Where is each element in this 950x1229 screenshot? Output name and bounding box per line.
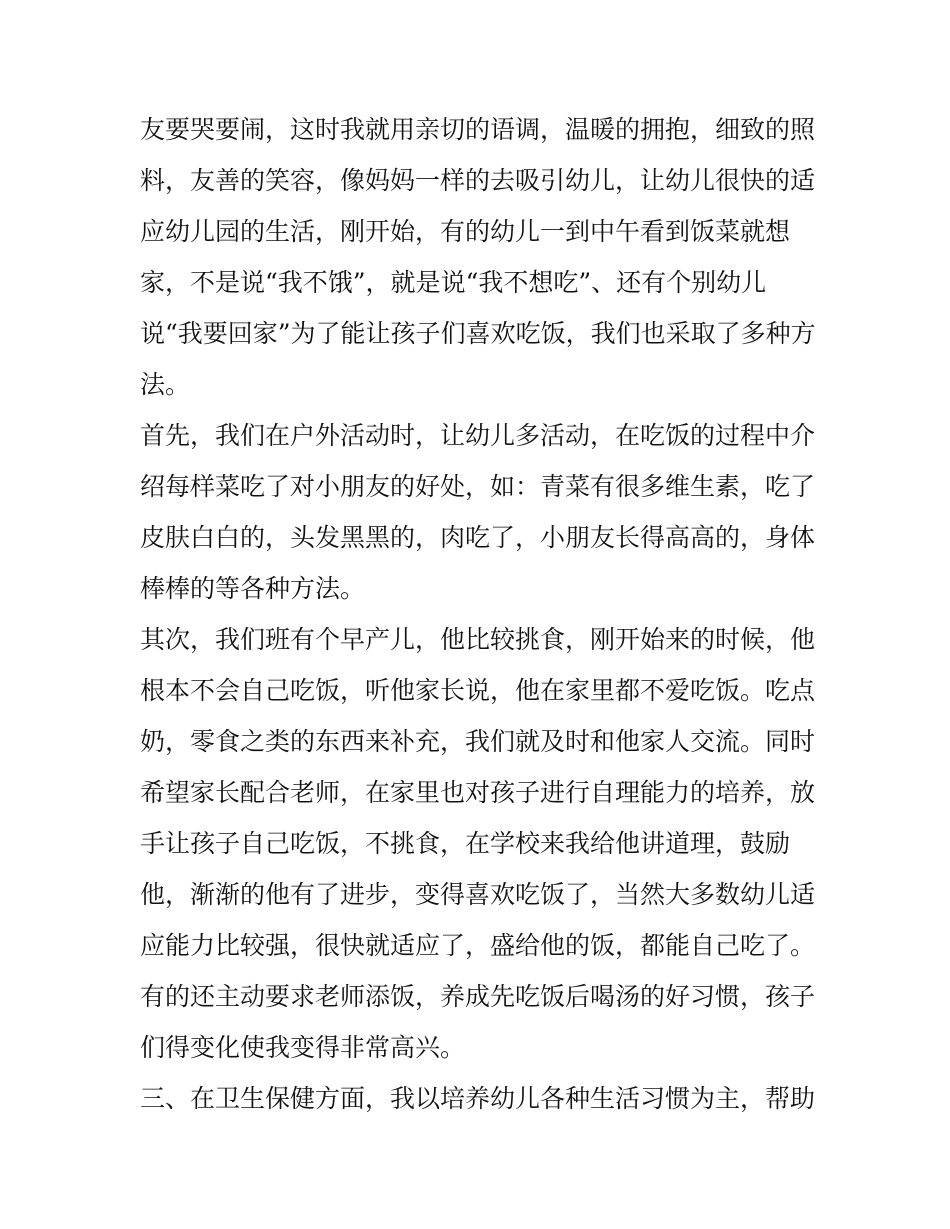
text-line: 希望家长配合老师，在家里也对孩子进行自理能力的培养，放	[140, 778, 816, 807]
text-line: 有的还主动要求老师添饭，养成先吃饭后喝汤的好习惯，孩子	[140, 982, 816, 1011]
text-line: 首先，我们在户外活动时，让幼儿多活动，在吃饭的过程中介	[140, 421, 816, 450]
text-line: 他，渐渐的他有了进步，变得喜欢吃饭了，当然大多数幼儿适	[140, 880, 816, 909]
text-line: 绍每样菜吃了对小朋友的好处，如：青菜有很多维生素，吃了	[140, 472, 816, 501]
text-line: 奶，零食之类的东西来补充，我们就及时和他家人交流。同时	[140, 727, 816, 756]
document-body	[140, 104, 820, 1124]
text-line: 法。	[140, 370, 191, 399]
text-line: 根本不会自己吃饭，听他家长说，他在家里都不爱吃饭。吃点	[140, 676, 816, 705]
text-line: 皮肤白白的，头发黑黑的，肉吃了，小朋友长得高高的，身体	[140, 523, 816, 552]
text-line: 们得变化使我变得非常高兴。	[140, 1033, 466, 1062]
text-line: 应幼儿园的生活，刚开始，有的幼儿一到中午看到饭菜就想	[140, 217, 791, 246]
text-line: 三、在卫生保健方面，我以培养幼儿各种生活习惯为主，帮助	[140, 1084, 816, 1113]
text-line: 其次，我们班有个早产儿，他比较挑食，刚开始来的时候，他	[140, 625, 816, 654]
text-line: 友要哭要闹，这时我就用亲切的语调，温暖的拥抱，细致的照	[140, 115, 816, 144]
text-line: 料，友善的笑容，像妈妈一样的去吸引幼儿，让幼儿很快的适	[140, 166, 816, 195]
text-line: 应能力比较强，很快就适应了，盛给他的饭，都能自己吃了。	[140, 931, 816, 960]
text-line: 手让孩子自己吃饭，不挑食，在学校来我给他讲道理，鼓励	[140, 829, 791, 858]
text-line: 说“我要回家”为了能让孩子们喜欢吃饭，我们也采取了多种方	[140, 319, 816, 348]
text-line: 家，不是说“我不饿”，就是说“我不想吃”、还有个别幼儿	[140, 268, 767, 297]
text-line: 棒棒的等各种方法。	[140, 574, 366, 603]
